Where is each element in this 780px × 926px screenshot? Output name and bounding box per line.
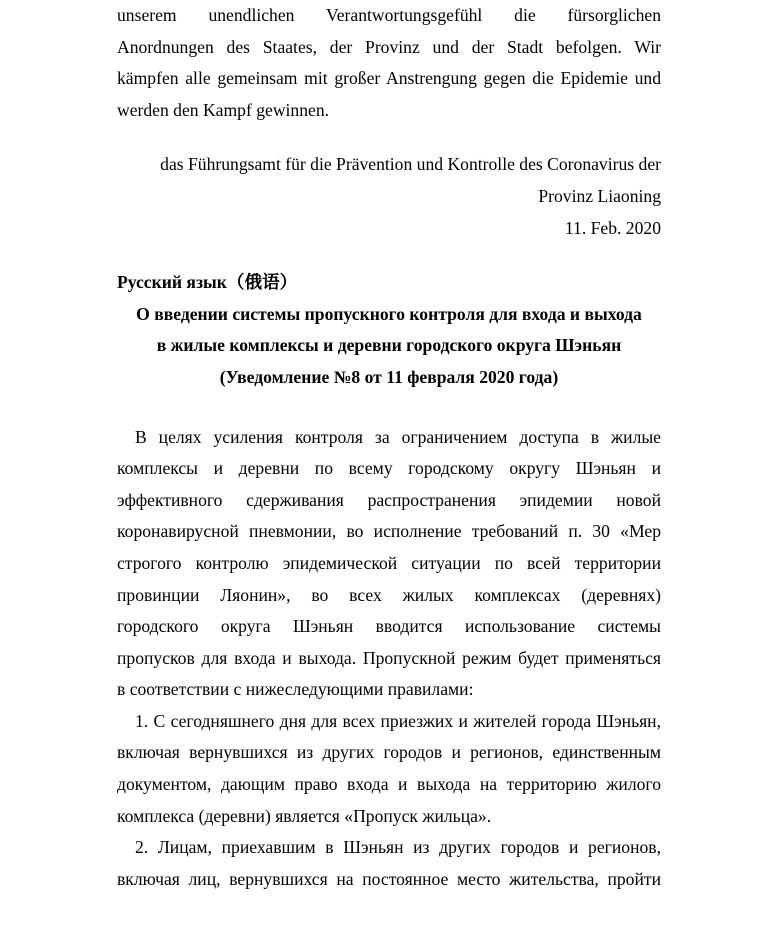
text-line: включая лиц, вернувшихся на постоянное место жительства, пройти (117, 868, 661, 889)
text-line: 1. С сегодняшнего дня для всех приезжих и жителей города Шэньян, (135, 710, 661, 731)
list-item (117, 832, 661, 895)
text-line: комплексы и деревни по всему городскому округу Шэньян и (117, 458, 661, 479)
title-line: О введении системы пропускного контроля для входа и выхода (136, 303, 642, 324)
text-line: коронавирусной пневмонии, во исполнение требований п. 30 «Мер (117, 521, 661, 542)
list-item (117, 706, 661, 832)
text-line: включая вернувшихся из других городов и регионов, единственным (117, 742, 661, 763)
text-line: городского округа Шэньян вводится использование системы (117, 616, 661, 637)
german-paragraph (117, 0, 661, 126)
text-line: эффективного сдерживания распространения эпидемии новой (117, 489, 661, 510)
document-title (117, 299, 661, 394)
section-heading: Русский язык（俄语） (117, 272, 298, 293)
title-line: в жилые комплексы и деревни городского округа Шэньян (156, 335, 622, 356)
text-line: в соответствии с нижеследующими правилами: (117, 679, 474, 700)
text-line: unserem unendlichen Verantwortungsgefühl die fürsorglichen (117, 5, 661, 25)
signature-line: Provinz Liaoning (538, 185, 661, 206)
german-signature (117, 149, 661, 244)
text-line: В целях усиления контроля за ограничением доступа в жилые (135, 426, 661, 447)
signature-line: das Führungsamt für die Prävention und Kontrolle des Coronavirus der (160, 154, 661, 175)
signature-date: 11. Feb. 2020 (564, 217, 661, 238)
text-line: kämpfen alle gemeinsam mit großer Anstrengung gegen die Epidemie und (117, 68, 661, 89)
text-line: строгого контролю эпидемической ситуации по всей территории (117, 552, 661, 573)
document-page (117, 0, 661, 895)
text-line: пропусков для входа и выхода. Пропускной режим будет применяться (117, 647, 661, 668)
intro-paragraph (117, 422, 661, 706)
text-line: провинции Ляонин», во всех жилых комплексах (деревнях) (117, 584, 661, 605)
text-line: документом, дающим право входа и выхода на территорию жилого (117, 774, 661, 795)
text-line: werden den Kampf gewinnen. (117, 99, 330, 120)
text-line: комплекса (деревни) является «Пропуск жильца». (117, 805, 492, 826)
text-line: Anordnungen des Staates, der Provinz und der Stadt befolgen. Wir (117, 36, 661, 57)
title-line: (Уведомление №8 от 11 февраля 2020 года) (219, 366, 559, 387)
text-line: 2. Лицам, приехавшим в Шэньян из других городов и регионов, (135, 837, 661, 858)
